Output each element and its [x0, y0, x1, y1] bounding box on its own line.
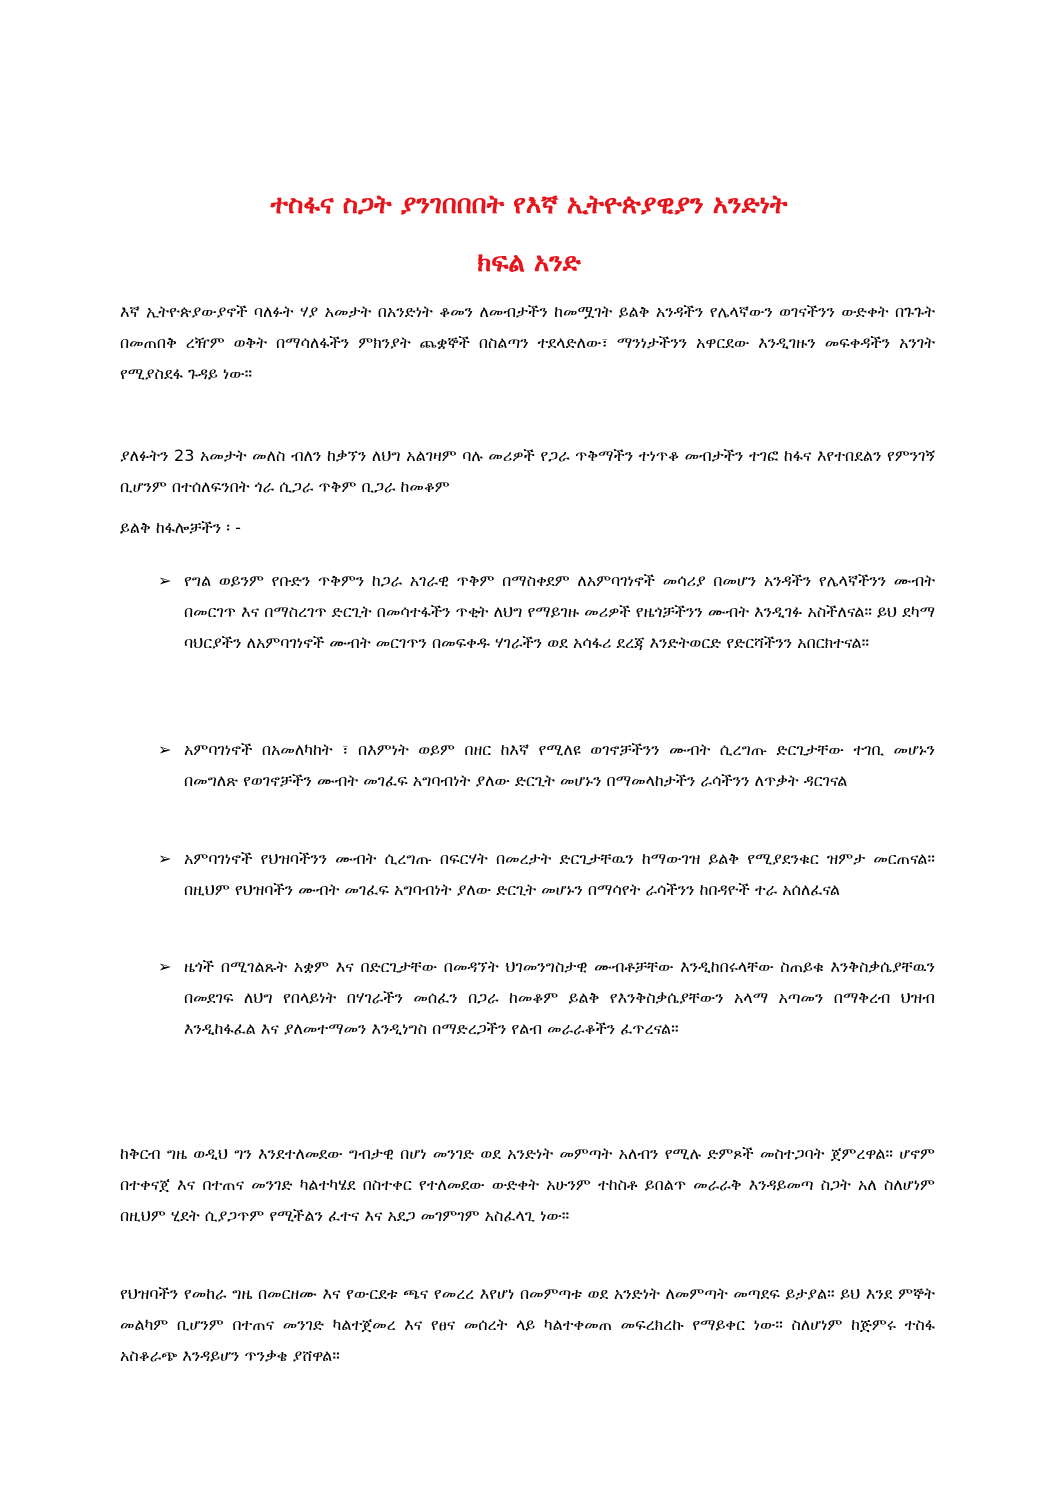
bullet-item	[158, 565, 935, 658]
bullet-item	[158, 734, 935, 796]
bullet-list	[158, 951, 935, 1044]
document-title: ተስፋና ስጋት ያንገበበበት የእኛ ኢትዮጵያዊያን አንድነት	[270, 190, 788, 220]
closing-paragraph-1: ከቅርብ ግዜ ወዲህ ግን እንደተለመደው ግብታዊ በሆነ መንገድ ወደ አንድነት መምጣት አለብን የሚሉ ድምጾች መስተጋባት ጀምረዋል። ሆኖም በተቀናጀ እና በተጠና መንገድ ካልተካሄደ በስተቀር የተለመደው ውድቀት አሁንም ተከስቶ ይበልጥ መራራቅ እንዳይመጣ ስጋት አለ ስለሆነም በዚህም ሂደት ሲያጋጥም የሚችልን ፈተና እና አደጋ መገምገም አስፈላጊ ነው።	[120, 1144, 935, 1225]
bullet-item	[158, 951, 935, 1044]
bullet-list	[158, 843, 935, 905]
arrow-bullet-icon: ➢	[158, 571, 172, 590]
bullet-list	[158, 565, 935, 664]
arrow-bullet-icon: ➢	[158, 957, 172, 976]
intro-paragraph-1: እኛ ኢትዮጵያውያኖች ባለፉት ሃያ አመታት በአንድነት ቆመን ለመብታችን ከመሟገት ይልቅ አንዳችን የሌላኛውን ወገናችንን ውድቀት በጉጉት በመጠበቅ ረዥም ወቅት በማሳለፋችን ምክንያት ጨቋኞች በስልጣን ተደላድለው፣ ማንነታችንን አዋርደው እንዲገዙን መፍቀዳችን አንገት የሚያስደፋ ጉዳይ ነው።	[120, 302, 935, 383]
arrow-bullet-icon: ➢	[158, 740, 172, 759]
bullet-text: የግል ወይንም የቡድን ጥቅምን ከጋራ አገራዊ ጥቅም በማስቀደም ለአምባገነኖች መሳሪያ በመሆን አንዳችን የሌላኛችንን ሙብት በመርገጥ እና በማስረገጥ ድርጊት በመሳተፋችን ጥቂት ለህግ የማይገዙ መሪዎች የዜጎቻችንን ሙብት እንዲገፉ አስችለናል። ይህ ደካማ ባህርያችን ለአምባገነኖች ሙብት መርገጥን በመፍቀዱ ሃገራችን ወደ አሳፋሪ ደረጃ እንድትወርድ የድርሻችንን አበርክተናል።	[184, 571, 935, 652]
intro-paragraph-2: ያለፉትን 23 አመታት መለስ ብለን ከቃኘን ለህግ አልገዛም ባሉ መሪዎች የጋራ ጥቅማችን ተነጥቆ መብታችን ተገፎ ከፋና እየተበደልን የምንገኝ ቢሆንም በተሰለፍንበት ጎራ ሲጋራ ጥቅም ቢጋራ ከመቆም	[120, 446, 935, 496]
document-subtitle: ክፍል አንድ	[477, 248, 581, 278]
bullet-list	[158, 734, 935, 796]
intro-paragraph-3: ይልቅ ከፋሎቻችን ፡ -	[120, 518, 241, 537]
bullet-text: አምባገነኖች የህዝባችንን ሙብት ሲረግጡ በፍርሃት በመረታት ድርጊታቸዉን ከማውገዝ ይልቅ የሚያደንቁር ዝምታ መርጠናል። በዚህም የህዝባችን ሙብት መገፈፍ አግባብነት ያለው ድርጊት መሆኑን በማሳየት ራሳችንን ከበዳዮች ተራ አሰለፈናል	[184, 849, 935, 899]
bullet-text: ዜጎች በሚገልጹት አቋም እና በድርጊታቸው በመዳኘት ህገመንግስታዊ ሙብቶቻቸው እንዲከበሩላቸው ስጠይቁ እንቅስቃሴያቸዉን በመደገፍ ለህግ የበላይነት በሃገራችን መሰፈን በጋራ ከመቆም ይልቅ የእንቅስቃሴያቸውን አላማ አጣመን በማቅረብ ህዝብ እንዲከፋፈል እና ያለመተማመን እንዲነግስ በማድረጋችን የልብ መራራቆችን ፈጥረናል።	[184, 957, 935, 1038]
bullet-text: አምባገነኖች በአመለካከት ፣ በእምነት ወይም በዘር ከእኛ የሚለዩ ወገኖቻችንን ሙብት ሲረግጡ ድርጊታቸው ተገቢ መሆኑን በመግለጽ የወገኖቻችን ሙብት መገፈፍ አግባብነት ያለው ድርጊት መሆኑን በማመላከታችን ራሳችንን ለጥቃት ዳርገናል	[184, 740, 935, 790]
arrow-bullet-icon: ➢	[158, 849, 172, 868]
bullet-item	[158, 843, 935, 905]
closing-paragraph-2: የህዝባችን የመከራ ግዜ በመርዘሙ እና የውርደቱ ጫና የመረረ እየሆነ በመምጣቱ ወደ አንድነት ለመምጣት መጣደፍ ይታያል። ይህ እንደ ምኞት መልካም ቢሆንም በተጠና መንገድ ካልተጀመረ እና የፀና መሰረት ላይ ካልተቀመጠ መፍረክረኩ የማይቀር ነው። ስለሆነም ከጅምሩ ተስፋ አስቆራጭ እንዳይሆን ጥንቃቄ ያሸዋል።	[120, 1284, 935, 1365]
